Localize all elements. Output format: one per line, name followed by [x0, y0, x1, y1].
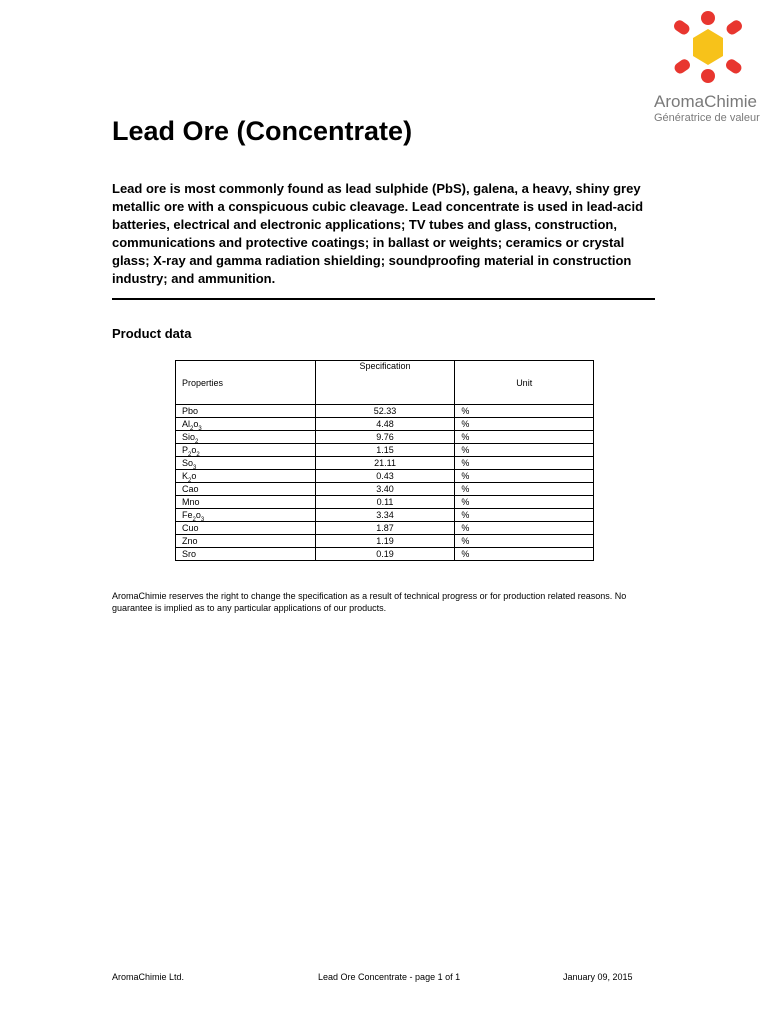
formula-text: Cao — [182, 484, 199, 494]
property-cell — [176, 444, 316, 457]
property-cell — [176, 418, 316, 431]
section-title: Product data — [112, 326, 192, 341]
footer-page-info: Lead Ore Concentrate - page 1 of 1 — [318, 972, 461, 982]
header-properties: Properties — [176, 361, 316, 405]
logo-petal-top — [701, 11, 715, 25]
product-data-table — [175, 360, 594, 561]
formula-text: o — [191, 471, 197, 481]
unit-cell: % — [455, 405, 594, 418]
specification-cell: 21.11 — [315, 457, 455, 470]
formula-text: P — [182, 445, 189, 455]
brand-tagline: Génératrice de valeur — [654, 112, 760, 124]
formula-subscript: 2 — [195, 438, 199, 445]
formula-text: o — [191, 445, 197, 455]
specification-cell: 3.34 — [315, 509, 455, 522]
formula-text: Zno — [182, 536, 198, 546]
property-cell — [176, 405, 316, 418]
table-body — [176, 405, 594, 561]
section-divider — [112, 298, 655, 300]
formula-text: Sro — [182, 549, 197, 559]
specification-cell: 1.87 — [315, 522, 455, 535]
specification-cell: 0.19 — [315, 548, 455, 561]
formula-text: Cuo — [182, 523, 199, 533]
specification-cell: 52.33 — [315, 405, 455, 418]
specification-cell: 0.11 — [315, 496, 455, 509]
table-row — [176, 470, 594, 483]
aromachimie-logo-icon — [668, 8, 748, 88]
formula-subscript: 2 — [188, 451, 192, 458]
unit-cell: % — [455, 496, 594, 509]
formula-text: So — [182, 458, 194, 468]
table-row — [176, 522, 594, 535]
unit-cell: % — [455, 444, 594, 457]
footer-company: AromaChimie Ltd. — [112, 972, 185, 982]
table-row — [176, 548, 594, 561]
unit-cell: % — [455, 548, 594, 561]
logo-petal-top-right — [725, 18, 744, 36]
formula-subscript: 3 — [198, 425, 202, 432]
property-cell — [176, 548, 316, 561]
specification-cell: 9.76 — [315, 431, 455, 444]
unit-cell: % — [455, 470, 594, 483]
header-specification: Specification — [315, 361, 455, 405]
table-row — [176, 444, 594, 457]
formula-subscript: 2 — [196, 451, 200, 458]
formula-subscript: 3 — [193, 464, 197, 471]
document-title: Lead Ore (Concentrate) — [112, 116, 413, 146]
unit-cell: % — [455, 457, 594, 470]
specification-cell: 4.48 — [315, 418, 455, 431]
formula-text: o — [195, 510, 201, 520]
property-cell — [176, 457, 316, 470]
table-row — [176, 496, 594, 509]
unit-cell: % — [455, 431, 594, 444]
table-row — [176, 405, 594, 418]
table-row — [176, 535, 594, 548]
formula-text: Mno — [182, 497, 200, 507]
disclaimer-text: AromaChimie reserves the right to change the specification as a result of technical progress or for production related reasons. No guarantee is implied as to any particular applications of our products. — [112, 591, 627, 613]
formula-text: Al — [182, 419, 191, 429]
property-cell — [176, 483, 316, 496]
specification-cell: 1.15 — [315, 444, 455, 457]
unit-cell: % — [455, 483, 594, 496]
intro-paragraph: Lead ore is most commonly found as lead sulphide (PbS), galena, a heavy, shiny grey metallic ore with a conspicuous cubic cleavage. Lead concentrate is used in lead-acid batteries, electrical and electronic applications; TV tubes and glass, construction, communications and protective coatings; in ballast or weights; ceramics or crystal glass; X-ray and gamma radiation shielding; soundproofing material in construction industry; and ammunition. — [112, 181, 644, 286]
property-cell — [176, 431, 316, 444]
formula-text: Fe — [182, 510, 193, 520]
logo-petal-top-left — [672, 18, 691, 36]
brand-name: AromaChimie — [654, 92, 757, 111]
logo-petal-bottom-left — [673, 57, 692, 75]
table-row — [176, 418, 594, 431]
property-cell — [176, 509, 316, 522]
property-cell — [176, 470, 316, 483]
table-row — [176, 457, 594, 470]
specification-cell: 0.43 — [315, 470, 455, 483]
formula-subscript: 2 — [190, 425, 194, 432]
table-header-row — [176, 361, 594, 405]
formula-subscript: 3 — [200, 516, 205, 523]
table-row — [176, 483, 594, 496]
formula-subscript: 2 — [188, 477, 192, 484]
unit-cell: % — [455, 418, 594, 431]
unit-cell: % — [455, 509, 594, 522]
specification-cell: 3.40 — [315, 483, 455, 496]
formula-text: o — [193, 419, 199, 429]
logo-petal-bottom — [701, 69, 715, 83]
unit-cell: % — [455, 522, 594, 535]
table-row — [176, 431, 594, 444]
formula-text: Pbo — [182, 406, 199, 416]
specification-cell: 1.19 — [315, 535, 455, 548]
formula-subscript: 2 — [192, 516, 196, 523]
brand-block — [654, 92, 768, 125]
logo-center-hexagon — [693, 29, 723, 65]
formula-text: K — [182, 471, 189, 481]
header-unit: Unit — [455, 361, 594, 405]
property-cell — [176, 496, 316, 509]
formula-text: Sio — [182, 432, 196, 442]
table-row — [176, 509, 594, 522]
unit-cell: % — [455, 535, 594, 548]
footer-date: January 09, 2015 — [563, 972, 633, 982]
property-cell — [176, 522, 316, 535]
logo-petal-bottom-right — [724, 57, 743, 75]
property-cell — [176, 535, 316, 548]
